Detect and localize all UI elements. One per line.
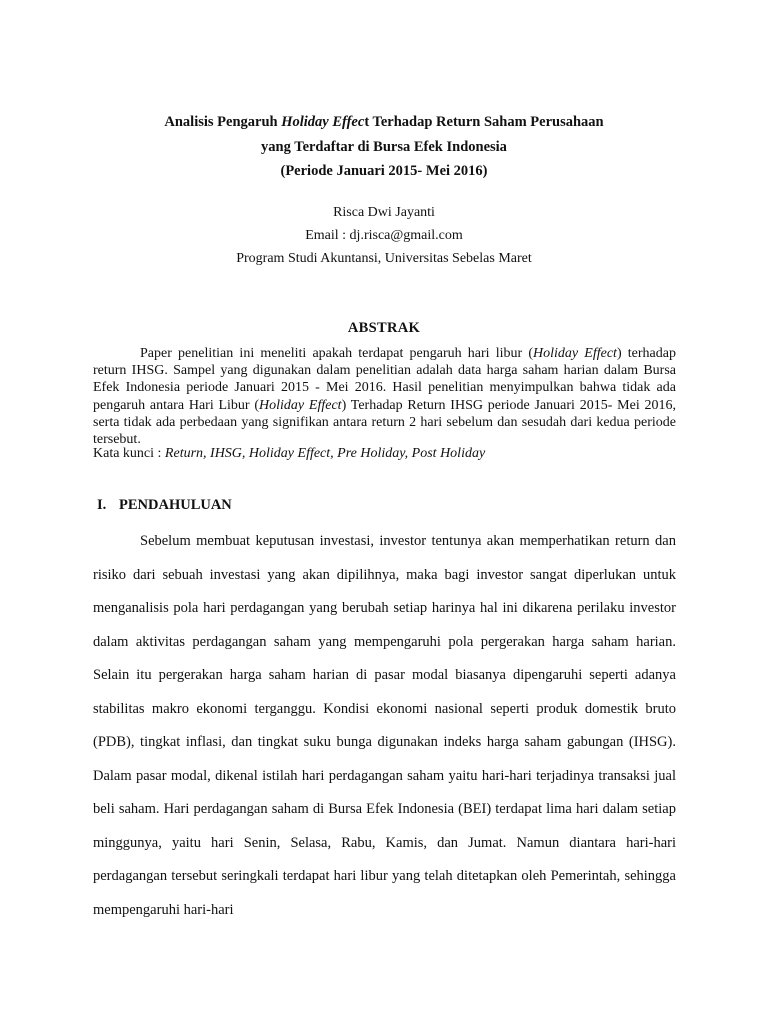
abstract-heading: ABSTRAK	[347, 320, 421, 336]
section-heading	[97, 497, 232, 514]
paper-title-line-3: (Periode Januari 2015- Mei 2016)	[280, 163, 488, 179]
paper-title-line-1	[0, 114, 768, 131]
abstract-text-2: ) terhadap return IHSG. Sampel yang digunakan dalam penelitian adalah data harga saham harian dalam Bursa Efek Indonesia periode Januari 2015 - Mei 2016. Hasil penelitian menyimpulkan bahwa tidak ada pengaruh antara Hari Libur (	[93, 346, 676, 413]
abstract-body	[93, 345, 676, 448]
keywords	[93, 446, 485, 462]
abstract-text-3: ) Terhadap Return IHSG periode Januari 2015- Mei 2016, serta tidak ada perbedaan yang signifikan antara return 2 hari sebelum dan sesudah dari kedua periode tersebut.	[93, 397, 676, 448]
abstract-italic-2: Holiday Effect	[259, 397, 342, 413]
paper-title-line-2: yang Terdaftar di Bursa Efek Indonesia	[261, 139, 507, 155]
author-name: Risca Dwi Jayanti	[333, 205, 435, 220]
author-affiliation: Program Studi Akuntansi, Universitas Sebelas Maret	[236, 251, 532, 266]
section-text: Sebelum membuat keputusan investasi, investor tentunya akan memperhatikan return dan risiko dari sebuah investasi yang akan dipilihnya, maka bagi investor sangat diperlukan untuk menganalisis pola hari perdagangan yang berubah setiap harinya hal ini dikarena perilaku investor dalam aktivitas perdagangan saham yang mempengaruhi pola pergerakan harga saham harian. Selain itu pergerakan harga saham harian di pasar modal biasanya dipengaruhi seperti adanya stabilitas makro ekonomi terganggu. Kondisi ekonomi nasional seperti produk domestik bruto (PDB), tingkat inflasi, dan tingkat suku bunga digunakan indeks harga saham gabungan (IHSG). Dalam pasar modal, dikenal istilah hari perdagangan saham yaitu hari-hari terjadinya transaksi jual beli saham. Hari perdagangan saham di Bursa Efek Indonesia (BEI) terdapat lima hari dalam setiap minggunya, yaitu hari Senin, Selasa, Rabu, Kamis, dan Jumat. Namun diantara hari-hari perdagangan tersebut seringkali terdapat hari libur yang telah ditetapkan oleh Pemerintah, sehingga mempengaruhi hari-hari	[93, 533, 676, 918]
title-text-end: t Terhadap Return Saham Perusahaan	[364, 114, 604, 130]
abstract-text-1: Paper penelitian ini meneliti apakah terdapat pengaruh hari libur (	[140, 346, 534, 361]
keywords-list: Return, IHSG, Holiday Effect, Pre Holiday, Post Holiday	[164, 446, 486, 461]
keywords-label: Kata kunci :	[93, 446, 165, 461]
title-text: Analisis Pengaruh	[164, 114, 282, 130]
title-italic-text: Holiday Effec	[281, 114, 365, 130]
abstract-italic-1: Holiday Effect	[533, 346, 617, 361]
section-title: PENDAHULUAN	[119, 497, 232, 513]
section-body	[93, 525, 676, 927]
author-email: Email : dj.risca@gmail.com	[305, 228, 463, 243]
section-number: I.	[97, 497, 107, 513]
